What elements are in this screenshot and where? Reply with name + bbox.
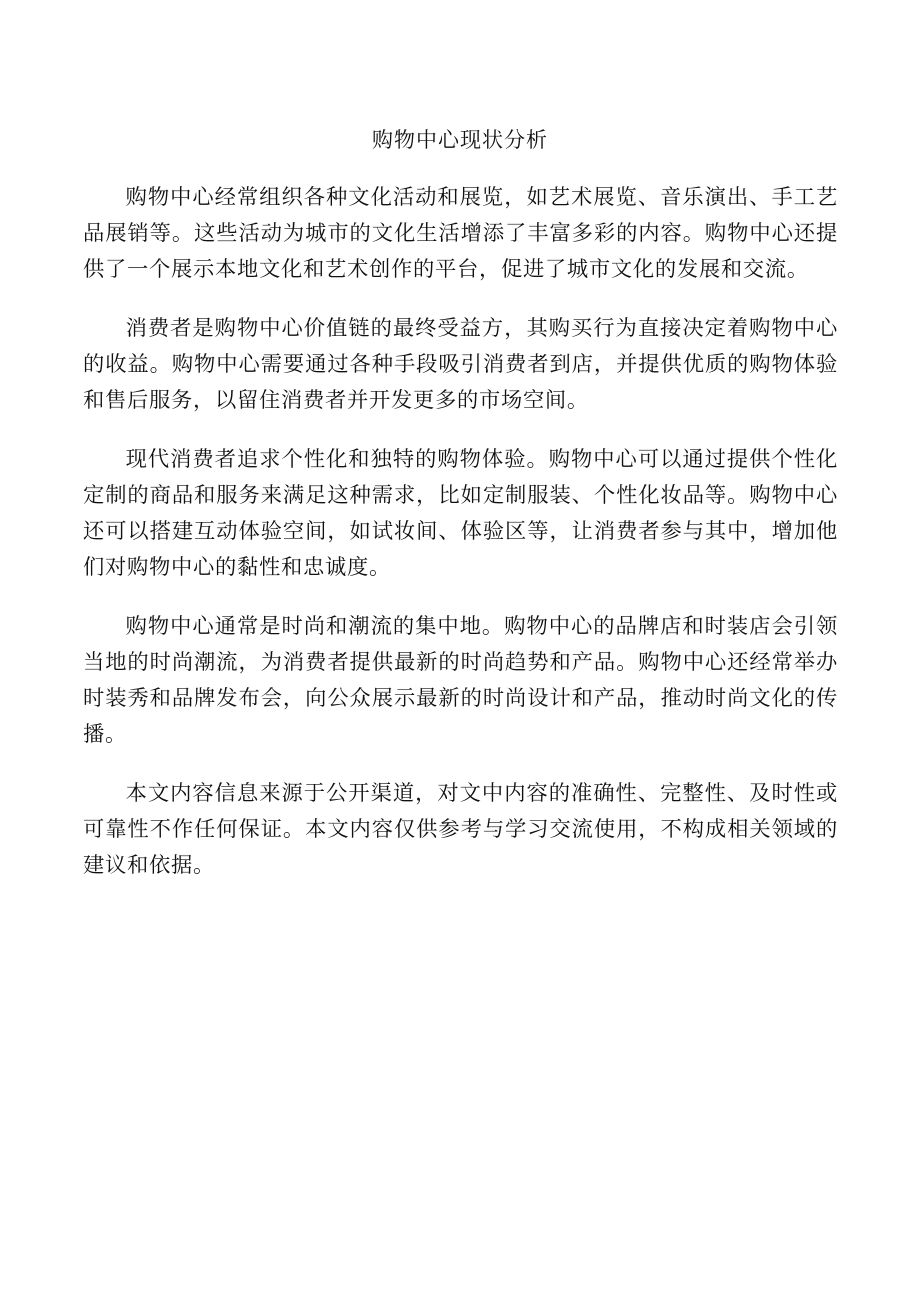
- paragraph-cultural-activities: 购物中心经常组织各种文化活动和展览，如艺术展览、音乐演出、手工艺品展销等。这些活动为城市的文化生活增添了丰富多彩的内容。购物中心还提供了一个展示本地文化和艺术创作的平台，促进了城市文化的发展和交流。: [83, 185, 838, 282]
- paragraph-consumers: 消费者是购物中心价值链的最终受益方，其购买行为直接决定着购物中心的收益。购物中心需要通过各种手段吸引消费者到店，并提供优质的购物体验和售后服务，以留住消费者并开发更多的市场空间。: [83, 316, 838, 413]
- document-body: [83, 180, 838, 907]
- paragraph-fashion: 购物中心通常是时尚和潮流的集中地。购物中心的品牌店和时装店会引领当地的时尚潮流，为消费者提供最新的时尚趋势和产品。购物中心还经常举办时装秀和品牌发布会，向公众展示最新的时尚设计和产品，推动时尚文化的传播。: [83, 614, 838, 747]
- document-title: 购物中心现状分析: [372, 128, 548, 152]
- paragraph-disclaimer: 本文内容信息来源于公开渠道，对文中内容的准确性、完整性、及时性或可靠性不作任何保证。本文内容仅供参考与学习交流使用，不构成相关领域的建议和依据。: [83, 781, 838, 878]
- paragraph-personalization: 现代消费者追求个性化和独特的购物体验。购物中心可以通过提供个性化定制的商品和服务来满足这种需求，比如定制服装、个性化妆品等。购物中心还可以搭建互动体验空间，如试妆间、体验区等，让消费者参与其中，增加他们对购物中心的黏性和忠诚度。: [83, 447, 838, 580]
